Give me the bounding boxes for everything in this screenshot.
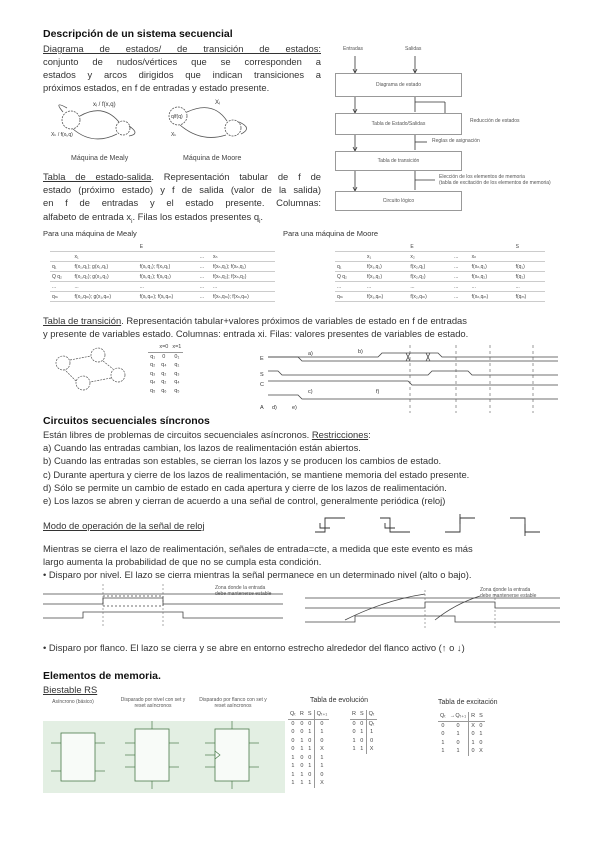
table-cell: R <box>469 712 477 721</box>
flow-block-tabla-estado: Tabla de Estado/Salidas <box>335 113 462 135</box>
table-cell: f(xᵢ,q₂); f(xᵢ,q₂) <box>138 272 198 282</box>
tes-paragraph: Tabla de estado-salida. Representación tabular de f de estado (próximo estado) y f de salida (valor de la salida) en f de entradas y el estado presente. Columnas: alfabeto de entrada $x_i$. Filas los estados presentes $q_i$. <box>43 171 322 225</box>
table-cell: q₁ <box>174 362 180 369</box>
table-cell: 0 <box>308 720 312 727</box>
diagram-line: conjunto de nudos/vértices que se corresponden a <box>43 56 321 67</box>
flow-note-reduccion: Reducción de estados <box>470 118 520 124</box>
wave-label: a) <box>308 351 313 357</box>
table-cell: 0 <box>308 737 312 744</box>
table-cell: f(xᵢ,q₁); f(xᵢ,q₁) <box>138 262 198 272</box>
tes-line: en f de entradas y el estado presente. Columnas: <box>43 197 321 209</box>
table-cell: 1 <box>479 731 483 738</box>
table-row <box>350 710 377 719</box>
table-cell: S <box>479 713 483 720</box>
table-cell: xₙ <box>211 252 275 262</box>
transition-timing-diagram <box>258 345 558 413</box>
table-cell <box>148 343 157 352</box>
table-row <box>50 242 275 252</box>
table-row <box>288 779 329 788</box>
table-cell: ... <box>335 282 365 292</box>
table-cell: ... <box>211 282 275 292</box>
nivel-label: Disparado por nivel con set y reset asíncronos <box>120 697 186 709</box>
table-row <box>148 378 183 387</box>
table-cell: X <box>314 745 329 754</box>
table-cell: Qₜ <box>440 713 446 720</box>
table-cell: 0 <box>479 739 483 746</box>
table-cell: q₂ <box>161 370 167 377</box>
table-cell: R <box>352 711 356 718</box>
transition-state-sketch <box>43 345 143 395</box>
table-row <box>350 745 377 754</box>
table-cell: 1 <box>360 746 364 753</box>
table-cell: R <box>299 711 304 718</box>
flow-note-eleccion-a: Elección de los elementos de memoria <box>439 174 525 180</box>
list-item: b) Cuando las entradas son estables, se cierran los lazos y se producen los cambios de estado. <box>43 455 442 467</box>
table-cell: 0 <box>366 737 376 746</box>
table-cell: ... <box>452 282 470 292</box>
table-cell: 1 <box>300 771 304 778</box>
table-row <box>148 352 183 361</box>
rs-latch-circuits <box>43 697 285 795</box>
tt-heading: Tabla de transición <box>43 315 122 326</box>
diagram-line: estados y arcos dirigidos que indican transiciones a <box>43 69 321 81</box>
table-row <box>288 745 329 754</box>
table-cell: 0 <box>479 722 483 729</box>
table-cell: q₁ <box>50 262 73 272</box>
table-cell: 0 <box>291 729 295 736</box>
table-cell: q₄ <box>161 362 167 369</box>
level-note-b: debe mantenerse estable <box>215 591 272 597</box>
table-row <box>288 719 329 728</box>
tt-line: . Representación tabular+valores próximos de variables de estado en f de entradas <box>121 315 467 326</box>
table-cell: 0 <box>291 746 295 753</box>
table-cell: q₅ <box>150 387 156 394</box>
table-cell: ... <box>452 262 470 272</box>
table-cell: f(xₙ,q₂) <box>470 272 514 282</box>
edge-note-b: debe mantenerse estable <box>480 593 537 599</box>
table-cell: 1 <box>314 728 329 737</box>
flow-note-eleccion <box>439 174 564 186</box>
table-cell: 0 <box>308 771 312 778</box>
table-cell: 0₁ <box>174 353 180 360</box>
diagram-description <box>43 55 321 95</box>
table-cell: q₁ <box>335 262 365 272</box>
table-row <box>438 730 485 739</box>
table-cell: q₂ <box>150 362 156 369</box>
mealy-caption: Máquina de Mealy <box>71 155 129 162</box>
tes-line: . <box>260 210 264 222</box>
table-cell: f(x₁,q₂); g(x₁,q₂) <box>73 272 138 282</box>
table-cell: f(xₙ,q₂); f(xₙ,q₂) <box>211 272 275 282</box>
table-cell: q₂ <box>161 379 167 386</box>
modo-heading: Modo de operación de la señal de reloj <box>43 520 205 531</box>
table-cell: S <box>514 242 545 252</box>
table-cell: 0 <box>162 353 166 360</box>
flow-block-transicion: Tabla de transición <box>335 151 462 171</box>
table-row <box>350 737 377 746</box>
exc-title: Tabla de excitación <box>438 699 498 706</box>
table-cell: X <box>479 748 483 755</box>
flow-note-reglas: Reglas de asignación <box>432 138 480 144</box>
section-title-descripcion: Descripción de un sistema secuencial <box>43 28 233 40</box>
table-cell: 0 <box>360 720 364 727</box>
table-cell: 0 <box>300 720 304 727</box>
table-row <box>335 252 545 262</box>
table-cell: 1 <box>360 729 364 736</box>
table-row <box>288 754 329 763</box>
state-diagrams-sketch <box>43 98 263 168</box>
table-cell: 1 <box>291 780 295 787</box>
table-cell: Qₜ <box>366 719 376 728</box>
edge-note-a: Zona donde la entrada <box>480 587 531 593</box>
table-cell: 0 <box>456 739 460 746</box>
table-cell: 0 <box>314 719 329 728</box>
evol-title: Tabla de evolución <box>310 697 368 704</box>
table-cell: f(xₙ,q₁); f(xₙ,q₁) <box>211 262 275 272</box>
asinc-label: Asíncrono (básico) <box>52 699 94 705</box>
table-cell: E <box>408 242 452 252</box>
tes-line: . Filas los estados presentes q <box>132 210 260 222</box>
list-item: c) Durante apertura y cierre de los lazos de realimentación, se mantiene memoria del estado presente. <box>43 468 470 480</box>
table-cell: 0 <box>314 771 329 780</box>
table-cell: 1 <box>291 754 295 761</box>
flow-salidas: Salidas <box>405 46 422 52</box>
table-row <box>50 272 275 282</box>
table-cell: 1 <box>441 748 445 755</box>
table-cell: 0 <box>469 730 477 739</box>
moore-caption: Máquina de Moore <box>183 155 242 162</box>
table-cell: f(xₙ,qₘ); f(xₙ,qₘ) <box>211 292 275 302</box>
table-cell: Qₜ <box>366 710 376 719</box>
excitation-table <box>438 712 485 756</box>
table-cell: Qₜ <box>290 711 296 718</box>
table-cell: x=1 <box>172 344 182 351</box>
table-cell: 0 <box>360 737 364 744</box>
level-note-a: Zona donde la entrada <box>215 585 266 591</box>
table-cell: Q q₂ <box>335 272 365 282</box>
table-row <box>288 762 329 771</box>
table-cell: 0 <box>352 720 356 727</box>
nivel-bullet: • Disparo por nivel. El lazo se cierra mientras la señal permanece en un determinado nivel (alto o bajo). <box>43 569 472 581</box>
table-cell: ... <box>408 282 452 292</box>
table-cell: f(x₁,q₁) <box>365 262 408 272</box>
table-cell: 0 <box>291 737 295 744</box>
table-cell: f(q₁) <box>514 262 545 272</box>
table-row <box>50 262 275 272</box>
table-cell: ... <box>198 272 211 282</box>
table-cell: ... <box>452 252 470 262</box>
table-cell: X <box>469 721 477 730</box>
flow-block-diagrama: Diagrama de estado <box>335 73 462 97</box>
table-cell: 1 <box>352 746 356 753</box>
list-item: d) Sólo se permite un cambio de estado en cada apertura y cierre de los lazos de realimentación. <box>43 481 447 493</box>
list-item: a) Cuando las entradas cambian, los lazos de realimentación están abiertos. <box>43 442 361 454</box>
table-cell: 0 <box>456 722 460 729</box>
table-row <box>438 747 485 756</box>
table-cell: f(x₂,q₂) <box>408 272 452 282</box>
table-cell: 1 <box>456 731 460 738</box>
flanco-label: Disparado por flanco con set y reset asíncronos <box>199 697 267 709</box>
table-cell: ... <box>138 282 198 292</box>
table-cell: 1 <box>300 780 304 787</box>
table-cell: q₅ <box>174 387 180 394</box>
table-cell: 1 <box>308 746 312 753</box>
table-cell: x₂ <box>408 252 452 262</box>
table-cell: ... <box>198 282 211 292</box>
table-cell: 1 <box>456 748 460 755</box>
table-cell: q₆ <box>161 387 167 394</box>
section-title-memoria: Elementos de memoria. <box>43 670 161 682</box>
table-cell: ... <box>198 252 211 262</box>
wave-label: S <box>260 372 264 378</box>
table-row <box>438 721 485 730</box>
table-row <box>50 292 275 302</box>
table-cell: 1 <box>352 737 356 744</box>
table-row <box>335 292 545 302</box>
design-flow-diagram <box>335 42 560 217</box>
moore-diagram <box>169 107 247 137</box>
table-cell: ... <box>365 282 408 292</box>
table-cell: 0 <box>469 747 477 756</box>
table-cell: qₘ <box>50 292 73 302</box>
flow-entradas: Entradas <box>343 46 364 52</box>
table-cell: 1 <box>314 762 329 771</box>
transition-mini-table <box>148 343 183 395</box>
flow-block-circuito: Circuito lógico <box>335 191 462 211</box>
table-cell: f(x₁,qₘ); g(x₁,qₘ) <box>73 292 138 302</box>
diagram-line: próximos estados, en f de entradas y estado presente. <box>43 82 270 94</box>
table-cell: ... <box>452 272 470 282</box>
table-cell: X <box>366 745 376 754</box>
tes-heading: Tabla de estado-salida <box>43 171 152 182</box>
table-cell: 0 <box>300 754 304 761</box>
moore-table-title: Para una máquina de Moore <box>283 229 379 238</box>
wave-label: c) <box>308 389 313 395</box>
table-cell: E <box>138 242 198 252</box>
wave-label: e) <box>292 405 297 411</box>
wave-label: f) <box>376 389 380 395</box>
modo-line: largo aumenta la probabilidad de que no se cumpla esta condición. <box>43 556 322 568</box>
table-cell: q₃ <box>150 370 156 377</box>
table-row <box>148 370 183 379</box>
restricciones-heading: Restricciones <box>311 429 369 440</box>
table-row <box>438 739 485 748</box>
table-cell: xₙ <box>470 252 514 262</box>
tt-paragraph <box>43 314 558 340</box>
evolution-table-compact <box>350 710 377 754</box>
table-cell: f(x₁,q₁); g(x₁,q₁) <box>73 262 138 272</box>
svg-text:Xₖ: Xₖ <box>171 132 177 138</box>
tes-line: estado (próximo estado) y f de salida (valor de la salida) <box>43 184 321 196</box>
level-note <box>215 585 271 597</box>
table-row <box>335 242 545 252</box>
mealy-table <box>50 242 275 302</box>
table-cell: ... <box>198 262 211 272</box>
table-cell: q₄ <box>150 379 156 386</box>
table-cell: x₁ <box>73 252 138 262</box>
table-cell: ... <box>470 282 514 292</box>
edge-note <box>480 587 536 599</box>
table-cell: 1 <box>441 739 445 746</box>
table-cell: 1 <box>291 771 295 778</box>
wave-label: C <box>260 382 264 388</box>
table-cell: 0 <box>300 729 304 736</box>
tt-line: y presente de variables estado. Columnas: entrada xi. Filas: valores presentes de variables de estado. <box>43 328 469 340</box>
modo-line: Mientras se cierra el lazo de realimentación, señales de entrada=cte, a medida que este evento es más <box>43 543 473 554</box>
table-cell: X <box>314 779 329 788</box>
table-row <box>335 272 545 282</box>
moore-table <box>335 242 545 302</box>
svg-text:xᵢ / f(x,q): xᵢ / f(x,q) <box>93 102 116 108</box>
table-cell: f(x₁,q₂) <box>365 272 408 282</box>
table-cell: 0 <box>352 729 356 736</box>
table-cell: 0 <box>441 722 445 729</box>
intro-text: Están libres de problemas de circuitos secuenciales asíncronos. <box>43 429 312 440</box>
flow-note-eleccion-b: (tabla de excitación de los elementos de memoria) <box>439 180 551 186</box>
svg-text:Xₖ / f(xᵢ,q): Xₖ / f(xᵢ,q) <box>51 132 73 138</box>
table-row <box>148 387 183 396</box>
table-row <box>438 712 485 721</box>
rs-latch-drawings <box>43 721 285 793</box>
wave-label: E <box>260 356 264 362</box>
wave-label: b) <box>358 349 363 355</box>
table-cell: 0 <box>291 720 295 727</box>
clock-edge-icons <box>310 510 560 538</box>
table-cell: q₁ <box>150 353 156 360</box>
wave-label: d) <box>272 405 277 411</box>
table-cell: f(q₂) <box>514 272 545 282</box>
table-cell: 1 <box>300 746 304 753</box>
table-row <box>350 728 377 737</box>
table-cell: ... <box>452 292 470 302</box>
table-cell: x₁ <box>365 252 408 262</box>
table-cell: 1 <box>314 754 329 763</box>
table-cell: Qₜ₊₁ <box>314 710 329 719</box>
table-row <box>148 343 183 352</box>
table-row <box>335 282 545 292</box>
table-cell: 1 <box>308 729 312 736</box>
flanco-bullet: • Disparo por flanco. El lazo se cierra y se abre en entorno estrecho alrededor del flanco activo (↑ o ↓) <box>43 642 465 653</box>
tes-text: . Representación tabular de f de <box>151 171 322 182</box>
table-row <box>50 252 275 262</box>
table-cell: f(qₘ) <box>514 292 545 302</box>
intro-colon: : <box>368 429 371 440</box>
table-cell: 0 <box>308 754 312 761</box>
table-cell: 1 <box>469 739 477 748</box>
table-cell: 0 <box>441 731 445 738</box>
table-cell: f(xᵢ,qₘ); f(xᵢ,qₘ) <box>138 292 198 302</box>
table-cell: S <box>358 710 366 719</box>
table-cell: f(x₁,qₘ) <box>365 292 408 302</box>
svg-text:q/f(q): q/f(q) <box>171 114 183 120</box>
svg-text:Xᵢ: Xᵢ <box>215 100 220 106</box>
table-cell: 1 <box>300 737 304 744</box>
section-title-sincronos: Circuitos secuenciales síncronos <box>43 415 210 427</box>
tes-line: alfabeto de entrada x <box>43 210 132 222</box>
table-row <box>288 737 329 746</box>
table-cell: 1 <box>366 728 376 737</box>
table-row <box>350 719 377 728</box>
modo-body <box>43 542 563 582</box>
biestable-rs-heading: Biestable RS <box>43 684 98 695</box>
table-cell: 1 <box>308 780 312 787</box>
table-cell: q₄ <box>174 379 180 386</box>
table-cell: f(x₂,qₘ) <box>408 292 452 302</box>
table-row <box>50 282 275 292</box>
table-cell: ... <box>198 292 211 302</box>
wave-label: A <box>260 405 264 411</box>
table-row <box>288 771 329 780</box>
table-cell: Q q₂ <box>50 272 73 282</box>
table-cell: 0 <box>300 763 304 770</box>
diagram-heading: Diagrama de estados/ de transición de estados: <box>43 43 321 54</box>
table-cell: 1 <box>308 763 312 770</box>
mealy-table-title: Para una máquina de Mealy <box>43 229 137 238</box>
table-cell: ... <box>73 282 138 292</box>
table-cell: f(xₙ,qₘ) <box>470 292 514 302</box>
table-cell: S <box>306 710 314 719</box>
table-cell: q₃ <box>174 370 180 377</box>
evolution-table-full <box>288 710 329 788</box>
sincronos-body <box>43 428 563 507</box>
table-cell: f(x₂,q₁) <box>408 262 452 272</box>
table-row <box>335 262 545 272</box>
table-cell: ... <box>514 282 545 292</box>
table-cell: f(xₙ,q₁) <box>470 262 514 272</box>
table-cell: 1 <box>291 763 295 770</box>
table-row <box>148 361 183 370</box>
table-cell: qₘ <box>335 292 365 302</box>
table-cell: ... <box>50 282 73 292</box>
table-cell: x=0 <box>159 344 169 351</box>
table-row <box>288 710 329 719</box>
table-cell: →Qₜ₊₁ <box>448 712 469 721</box>
list-item: e) Los lazos se abren y cierran de acuerdo a una señal de control, generalmente periódica (reloj) <box>43 495 446 507</box>
table-row <box>288 728 329 737</box>
table-cell: 0 <box>314 737 329 746</box>
